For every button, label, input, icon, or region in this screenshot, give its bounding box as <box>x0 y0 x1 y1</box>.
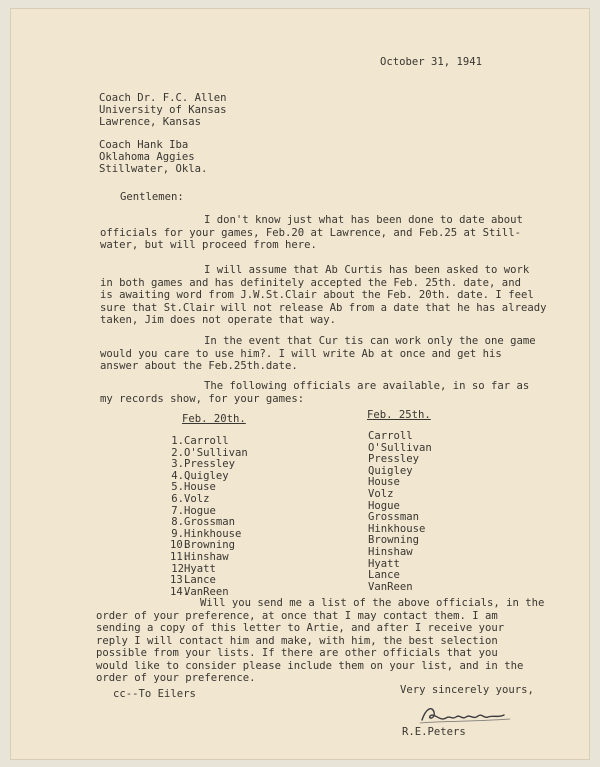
letter-page <box>10 8 590 760</box>
paragraph-line: In the event that Cur tis can work only the one game <box>204 335 536 347</box>
paragraph-line: officials for your games, Feb.20 at Lawrence, and Feb.25 at Still- <box>100 226 521 239</box>
official-name: Grossman <box>184 516 236 529</box>
official-name: Pressley <box>368 453 420 466</box>
paragraph-line: I don't know just what has been done to date about <box>204 214 523 226</box>
row-number: 9. <box>171 527 184 540</box>
feb-20-officials-list <box>170 436 248 598</box>
signer-name: R.E.Peters <box>402 726 466 738</box>
row-number: 11. <box>170 550 190 563</box>
cc-line: cc--To Eilers <box>113 688 196 700</box>
feb-25-header: Feb. 25th. <box>367 409 431 421</box>
official-name: Grossman <box>368 511 420 524</box>
paragraph-line: in both games and has definitely accepted the Feb. 25th. date, and <box>100 276 521 289</box>
row-number: 3. <box>171 458 184 471</box>
official-name: Lance <box>368 569 400 582</box>
official-name: O'Sullivan <box>368 441 432 454</box>
paragraph-line: is awaiting word from J.W.St.Clair about the Feb. 20th. date. I feel <box>100 289 534 301</box>
closing-paragraph <box>96 597 544 685</box>
paragraph-line: water, but will proceed from here. <box>100 239 317 251</box>
paragraph-line: The following officials are available, in so far as <box>204 380 530 392</box>
recipient-city: Stillwater, Okla. <box>99 163 208 175</box>
paragraph-2 <box>100 264 546 327</box>
paragraph-line: sending a copy of this letter to Artie, and after I receive your <box>96 622 505 634</box>
official-name: Lance <box>184 574 216 587</box>
paragraph-line: order of your preference. <box>96 672 256 684</box>
official-name: Volz <box>184 492 210 505</box>
official-name: Carroll <box>184 435 229 447</box>
official-name: Hogue <box>184 504 216 517</box>
row-number: 4. <box>171 469 184 482</box>
official-name: Hyatt <box>368 557 400 570</box>
paragraph-4 <box>100 380 529 405</box>
row-number: 8. <box>171 516 184 529</box>
row-number: 7. <box>171 504 184 517</box>
recipient-city: Lawrence, Kansas <box>99 116 202 128</box>
official-name: House <box>184 481 216 494</box>
paragraph-line: Will you send me a list of the above officials, in the <box>200 597 545 609</box>
recipient-org: Oklahoma Aggies <box>99 151 195 163</box>
official-name: Hyatt <box>184 562 216 575</box>
official-name: Hinkhouse <box>368 522 426 535</box>
salutation: Gentlemen: <box>120 191 184 203</box>
official-name: Pressley <box>184 458 236 471</box>
letter-date: October 31, 1941 <box>380 56 483 68</box>
paragraph-line: order of your preference, at once that I may contact them. I am <box>96 609 498 622</box>
recipient-name: Coach Hank Iba <box>99 139 189 151</box>
row-number: 13. <box>170 574 190 587</box>
row-number: 2. <box>171 446 184 459</box>
paragraph-line: my records show, for your games: <box>100 392 305 405</box>
official-name: O'Sullivan <box>184 446 248 459</box>
official-name: Carroll <box>368 430 413 442</box>
row-number: 10. <box>170 539 190 552</box>
paragraph-line: taken, Jim does not operate that way. <box>100 314 336 326</box>
paragraph-3 <box>100 335 536 373</box>
official-name: Browning <box>368 534 420 547</box>
recipient-name: Coach Dr. F.C. Allen <box>99 92 227 104</box>
recipient-org: University of Kansas <box>99 104 227 116</box>
official-name: VanReen <box>184 585 229 598</box>
feb-25-officials-list <box>368 431 432 593</box>
row-number: 12 <box>171 562 184 575</box>
row-number: 14. <box>170 585 190 598</box>
valediction: Very sincerely yours, <box>400 684 534 696</box>
official-name: Hogue <box>368 499 400 512</box>
official-name: Volz <box>368 487 394 500</box>
row-number: 5. <box>171 481 184 494</box>
official-name: House <box>368 476 400 489</box>
official-name: Quigley <box>368 464 413 477</box>
official-name: Hinshaw <box>184 550 229 563</box>
paragraph-line: reply I will contact him and make, with him, the best selection <box>96 634 498 647</box>
official-name: VanReen <box>368 580 413 593</box>
row-number: 1. <box>171 435 184 447</box>
paragraph-1 <box>100 214 523 252</box>
paragraph-line: sure that St.Clair will not release Ab from a date that he has already <box>100 301 547 314</box>
official-name: Hinkhouse <box>184 527 242 540</box>
row-number: 6. <box>171 492 184 505</box>
official-name: Quigley <box>184 469 229 482</box>
paragraph-line: I will assume that Ab Curtis has been asked to work <box>204 264 530 276</box>
official-name: Browning <box>184 539 236 552</box>
official-name: Hinshaw <box>368 545 413 558</box>
paragraph-line: possible from your lists. If there are other officials that you <box>96 647 498 659</box>
paragraph-line: would like to consider please include them on your list, and in the <box>96 659 524 672</box>
paragraph-line: answer about the Feb.25th.date. <box>100 360 298 372</box>
paragraph-line: would you care to use him?. I will write Ab at once and get his <box>100 347 502 360</box>
handwritten-signature <box>418 704 528 726</box>
feb-20-header: Feb. 20th. <box>182 413 246 425</box>
